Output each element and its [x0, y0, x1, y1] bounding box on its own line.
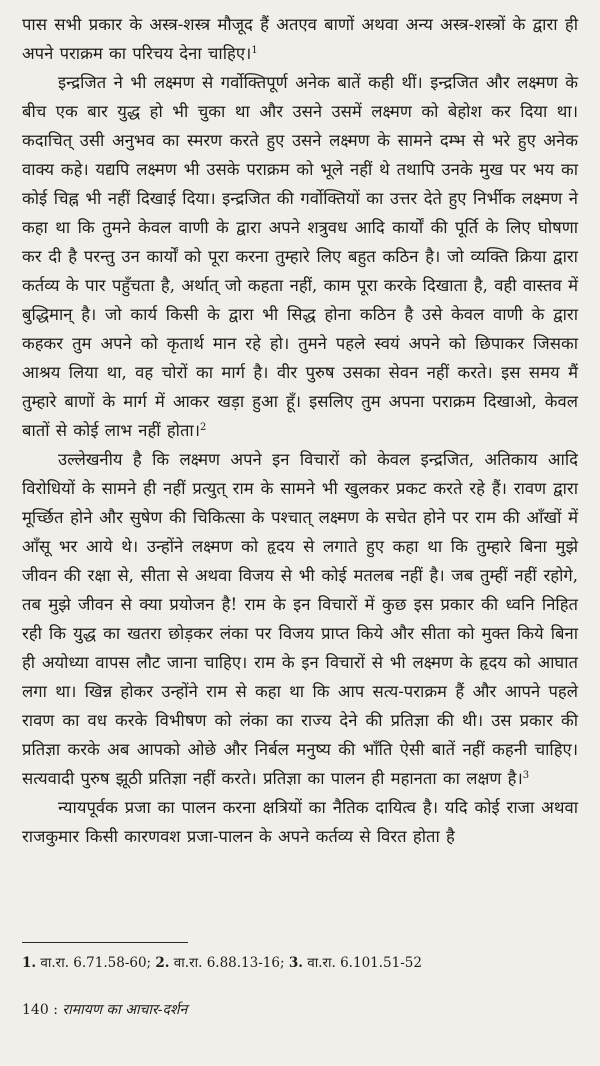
page-number: 140 — [22, 1002, 49, 1018]
paragraph-3 — [22, 445, 578, 793]
footnote-3 — [289, 955, 422, 971]
paragraph-2-text: इन्द्रजित ने भी लक्ष्मण से गर्वोक्तिपूर्ण अनेक बातें कही थीं। इन्द्रजित और लक्ष्मण के बीच एक बार युद्ध हो भी चुका था और उसने उसमें लक्ष्मण को बेहोश कर दिया था। कदाचित् उसी अनुभव का स्मरण करते हुए उसने लक्ष्मण के सामने दम्भ से भरे हुए अनेक वाक्य कहे। यद्यपि लक्ष्मण भी उसके पराक्रम को भूले नहीं थे तथापि उनके मुख पर भय का कोई चिह्न भी नहीं दिखाई दिया। इन्द्रजित की गर्वोक्तियों का उत्तर देते हुए निर्भीक लक्ष्मण ने कहा था कि तुमने केवल वाणी के द्वारा अपने शत्रुवध आदि कार्यों की पूर्ति के लिए घोषणा कर दी है परन्तु उन कार्यों को पूरा करना तुम्हारे लिए बहुत कठिन है। जो व्यक्ति क्रिया द्वारा कर्तव्य के पार पहुँचता है, अर्थात् जो कहता नहीं, काम पूरा करके दिखाता है, वही वास्तव में बुद्धिमान् है। जो कार्य किसी के द्वारा भी सिद्ध होना कठिन है उसे केवल वाणी के द्वारा कहकर तुम अपने को कृतार्थ मान रहे हो। तुमने पहले स्वयं अपने को छिपाकर जिसका आश्रय लिया था, वह चोरों का मार्ग है। वीर पुरुष उसका सेवन नहीं करते। इस समय मैं तुम्हारे बाणों के मार्ग में आकर खड़ा हुआ हूँ। इसलिए तुम अपना पराक्रम दिखाओ, केवल बातों से कोई लाभ नहीं होता। — [22, 73, 578, 440]
paragraph-1-text: पास सभी प्रकार के अस्त्र-शस्त्र मौजूद हैं अतएव बाणों अथवा अन्य अस्त्र-शस्त्रों के द्वारा ही अपने पराक्रम का परिचय देना चाहिए। — [22, 15, 578, 63]
footer-separator: : — [53, 1002, 58, 1018]
page-footer — [22, 1000, 187, 1020]
paragraph-3-text: उल्लेखनीय है कि लक्ष्मण अपने इन विचारों को केवल इन्द्रजित, अतिकाय आदि विरोधियों के सामने ही नहीं प्रत्युत् राम के सामने भी खुलकर प्रकट करते रहे हैं। रावण द्वारा मूर्च्छित होने और सुषेण की चिकित्सा के पश्चात् लक्ष्मण के सचेत होने पर राम की आँखों में आँसू भर आये थे। उन्होंने लक्ष्मण को हृदय से लगाते हुए कहा था कि तुम्हारे बिना मुझे जीवन की रक्षा से, सीता से अथवा विजय से भी कोई मतलब नहीं है। जब तुम्हीं नहीं रहोगे, तब मुझे जीवन से क्या प्रयोजन है! राम के इन विचारों में कुछ इस प्रकार की ध्वनि निहित रही कि युद्ध का खतरा छोड़कर लंका पर विजय प्राप्त किये और सीता को मुक्त किये बिना ही अयोध्या वापस लौट जाना चाहिए। राम के इन विचारों से भी लक्ष्मण के हृदय को आघात लगा था। खिन्न होकर उन्होंने राम से कहा था कि आप सत्य-पराक्रम हैं और आपने पहले रावण का वध करके विभीषण को लंका का राज्य देने की प्रतिज्ञा की थी। उस प्रकार की प्रतिज्ञा करके अब आपको ओछे और निर्बल मनुष्य की भाँति ऐसी बातें नहीं कहनी चाहिए। सत्यवादी पुरुष झूठी प्रतिज्ञा नहीं करते। प्रतिज्ञा का पालन ही महानता का लक्षण है। — [22, 450, 578, 788]
paragraph-2 — [22, 68, 578, 445]
paragraph-1 — [22, 10, 578, 68]
footnote-marker-2: 2 — [200, 422, 207, 433]
footnotes — [22, 953, 422, 973]
footnote-1 — [22, 955, 151, 971]
footnote-divider — [22, 942, 188, 943]
footnote-3-ref: वा.रा. 6.101.51-52 — [307, 955, 422, 971]
footnote-2 — [155, 955, 284, 971]
footnote-marker-3: 3 — [522, 770, 530, 781]
footnote-1-number: 1. — [22, 955, 37, 971]
footnote-2-number: 2. — [155, 955, 170, 971]
footnote-3-number: 3. — [288, 955, 303, 971]
paragraph-4 — [22, 793, 578, 851]
footnote-marker-1: 1 — [251, 45, 258, 56]
paragraph-4-text: न्यायपूर्वक प्रजा का पालन करना क्षत्रियों का नैतिक दायित्व है। यदि कोई राजा अथवा राजकुमार किसी कारणवश प्रजा-पालन के अपने कर्तव्य से विरत होता है — [22, 798, 578, 846]
footnote-2-ref: वा.रा. 6.88.13-16; — [173, 955, 285, 971]
footnote-1-ref: वा.रा. 6.71.58-60; — [40, 955, 152, 971]
page-body — [22, 10, 578, 851]
book-title: रामायण का आचार-दर्शन — [62, 1002, 188, 1018]
